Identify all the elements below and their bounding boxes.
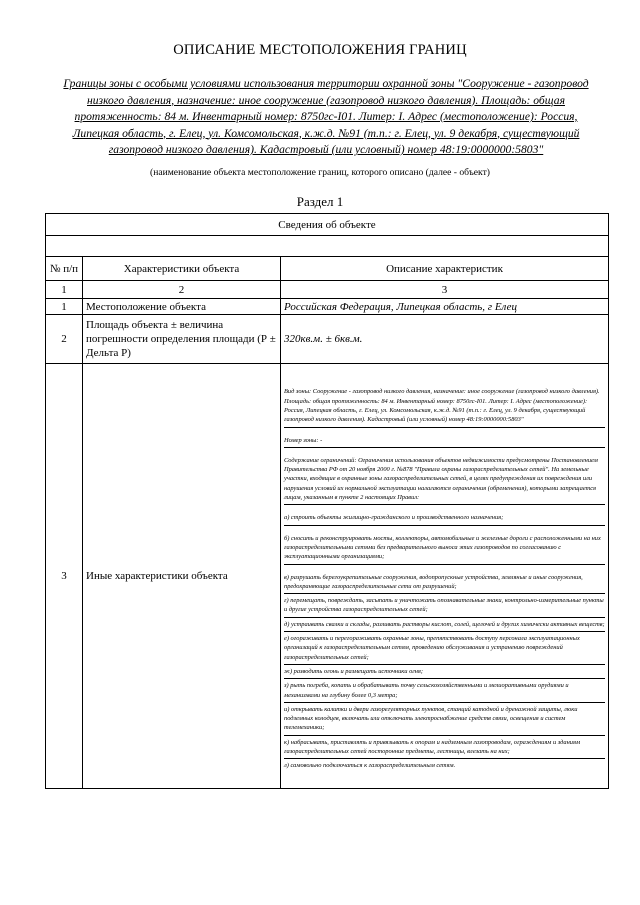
restriction-item: г) перемещать, повреждать, засыпать и уничтожать опознавательные знаки, контрольно-измерительные пункты и другие устройства газораспределительных сетей; xyxy=(284,594,605,618)
row-characteristic: Местоположение объекта xyxy=(83,299,281,315)
table-blank-row xyxy=(46,236,609,257)
column-number-3: 3 xyxy=(281,281,609,299)
table-header: Сведения об объекте xyxy=(46,214,609,236)
column-header-description: Описание характеристик xyxy=(281,257,609,281)
column-number-2: 2 xyxy=(83,281,281,299)
section-title: Раздел 1 xyxy=(296,194,344,209)
restriction-item: к) набрасывать, приставлять и привязывать к опорам и надземным газопроводам, ограждениям и зданиям газораспределительных сетей посторонние предметы, лестницы, влезать на них; xyxy=(284,736,605,760)
object-info-table xyxy=(45,213,609,789)
restriction-item: б) сносить и реконструировать мосты, коллекторы, автомобильные и железные дороги с расположенными на них газораспределительными сетями без предварительного выноса этих газопроводов по согласованию с эксплуатационными организациями; xyxy=(284,532,605,565)
other-characteristics-cell xyxy=(281,364,609,789)
restriction-item: и) открывать калитки и двери газорегуляторных пунктов, станций катодной и дренажной защиты, люки подземных колодцев, включать или отключать электроснабжение средств связи, освещения и систем телемеханики; xyxy=(284,703,605,736)
row-characteristic: Иные характеристики объекта xyxy=(83,364,281,789)
other-characteristics-text xyxy=(284,375,605,776)
restrictions-text: Содержание ограничений: Ограничения использования объектов недвижимости предусмотрены Постановлением Правительства РФ от 20 ноября 2000 г. №878 "Правила охраны газораспределительных сетей". На земельные участки, входящие в охранные зоны газораспределительных сетей, в целях предупреждения их повреждения или нарушения условий их нормальной эксплуатации налагаются ограничения (обременения), которыми запрещается лицам, указанным в пункте 2 настоящих Правил: xyxy=(284,454,605,505)
row-location-value: Российская Федерация, Липецкая область, г Елец xyxy=(281,299,609,315)
restriction-item: з) рыть погреба, копать и обрабатывать почву сельскохозяйственными и мелиоративными орудиями и механизмами на глубину более 0,3 метра; xyxy=(284,679,605,703)
object-name: Границы зоны с особыми условиями использования территории охранной зоны "Сооружение - газопровод низкого давления, назначение: иное сооружение (газопровод низкого давления). Площадь: общая протяженность: 84 м. Инвентарный номер: 8750гс-I01. Литер: I. Адрес (местоположение): Россия, Липецкая область, г. Елец, ул. Комсомольская, к.ж.д. №91 (т.п.: г. Елец, ул. 9 декабря, существующий газопровод низкого давления). Кадастровый (или условный) номер 48:19:0000000:5803" xyxy=(63,77,589,156)
restriction-item: д) устраивать свалки и склады, разливать растворы кислот, солей, щелочей и других химически активных веществ; xyxy=(284,618,605,632)
column-number-1: 1 xyxy=(46,281,83,299)
restriction-item: ж) разводить огонь и размещать источники огня; xyxy=(284,665,605,679)
document-title: ОПИСАНИЕ МЕСТОПОЛОЖЕНИЯ ГРАНИЦ xyxy=(173,42,467,58)
restriction-item: в) разрушать берегоукрепительные сооружения, водопропускные устройства, земляные и иные сооружения, предохраняющие газораспределительные сети от разрушений; xyxy=(284,571,605,595)
zone-type-text: Вид зоны: Сооружение - газопровод низкого давления, назначение: иное сооружение (газопровод низкого давления). Площадь: общая протяженность: 84 м. Инвентарный номер: 8750гс-I01. Литер: I. Адрес (местоположение): Россия, Липецкая область, г. Елец, ул. Комсомольская, к.ж.д. №91 (т.п.: г. Елец, ул. 9 декабря, существующий газопровод низкого давления). Кадастровый (или условный) номер 48:19:0000000:5803" xyxy=(284,385,605,427)
restriction-item: л) самовольно подключаться к газораспределительным сетям. xyxy=(284,762,456,770)
row-area-value: 320кв.м. ± 6кв.м. xyxy=(281,315,609,364)
row-number: 2 xyxy=(46,315,83,364)
row-number: 1 xyxy=(46,299,83,315)
zone-number-text: Номер зоны: - xyxy=(284,434,605,448)
column-header-num: № п/п xyxy=(46,257,83,281)
restriction-item: е) огораживать и перегораживать охранные зоны, препятствовать доступу персонала эксплуатационных организаций к газораспределительным сетям, проведению обслуживания и устранению повреждений газораспределительных сетей; xyxy=(284,632,605,665)
object-caption: (наименование объекта местоположение границ, которого описано (далее - объект) xyxy=(150,167,490,178)
row-characteristic: Площадь объекта ± величина погрешности определения площади (Р ± Дельта Р) xyxy=(83,315,281,364)
restriction-item: а) строить объекты жилищно-гражданского и производственного назначения; xyxy=(284,511,605,525)
column-header-characteristic: Характеристики объекта xyxy=(83,257,281,281)
row-number: 3 xyxy=(46,364,83,789)
